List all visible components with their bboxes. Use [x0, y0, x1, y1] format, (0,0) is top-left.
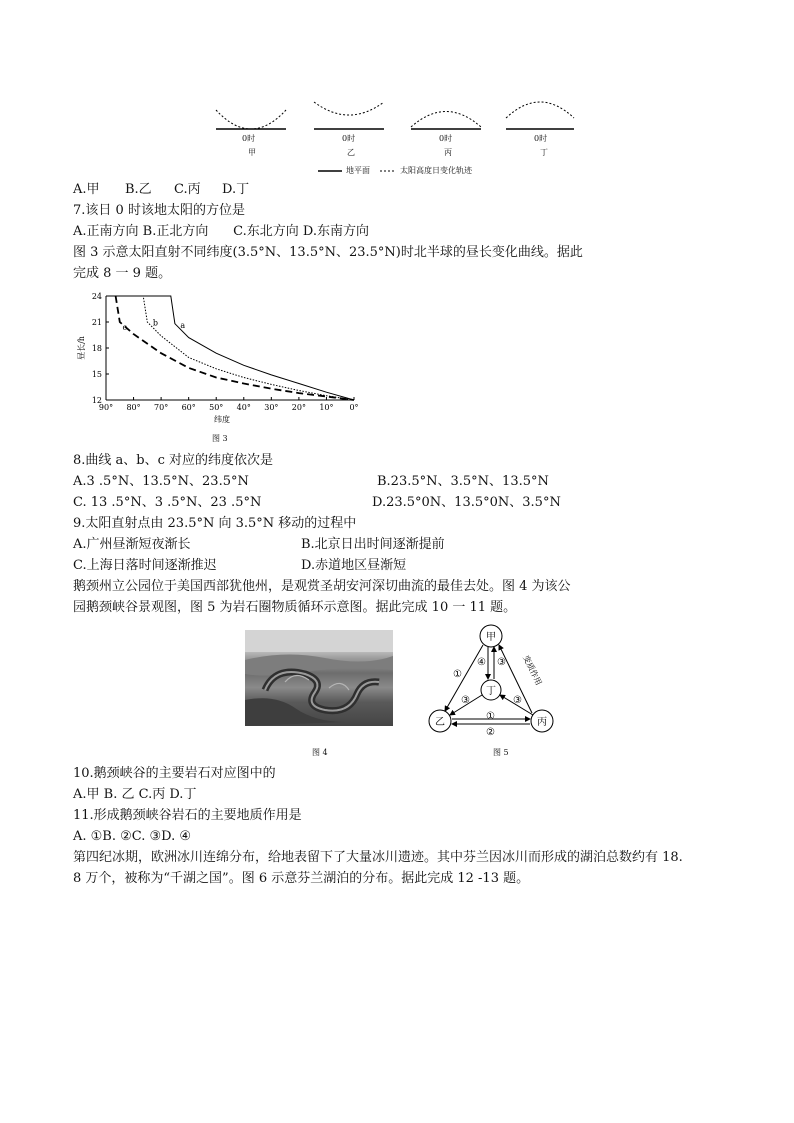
- curve-label-a: a: [180, 321, 186, 331]
- panel-ding: [506, 102, 574, 129]
- panel-yi-zero: 0时: [342, 134, 356, 143]
- edge-label-3-left: ③: [461, 695, 470, 706]
- x-tick-label: 60°: [181, 403, 196, 412]
- q11-options: A. ①B. ②C. ③D. ④: [73, 829, 192, 844]
- panel-ding-label: 丁: [540, 148, 548, 157]
- edge-label-3-top: ③: [497, 657, 506, 668]
- q9-option-b: B.北京日出时间逐渐提前: [301, 537, 445, 552]
- q8-option-a: A.3 .5°N、13.5°N、23.5°N: [73, 474, 249, 489]
- q9-option-d: D.赤道地区昼渐短: [301, 558, 407, 573]
- panel-bing-zero: 0时: [439, 134, 453, 143]
- y-axis-label: 昼长/h: [77, 336, 86, 360]
- q10-options: A.甲 B. 乙 C.丙 D.丁: [73, 787, 197, 802]
- node-ding-label: 丁: [486, 686, 496, 697]
- x-tick-label: 70°: [154, 403, 169, 412]
- panel-bing: [411, 112, 481, 130]
- intro-fig3-line1: 图 3 示意太阳直射不同纬度(3.5°N、13.5°N、23.5°N)时北半球的昼长变化曲线。据此: [73, 245, 583, 260]
- q6-option-d: D.丁: [222, 182, 250, 197]
- gooseneck-canyon-photo: [245, 630, 393, 726]
- y-tick-label: 18: [91, 344, 102, 353]
- q6-option-b: B.乙: [125, 182, 152, 197]
- panel-ding-zero: 0时: [534, 134, 548, 143]
- legend-ground: 地平面: [346, 166, 370, 175]
- curve-label-b: b: [152, 318, 158, 328]
- q8-option-b: B.23.5°N、3.5°N、13.5°N: [377, 474, 549, 489]
- q6-option-a: A.甲: [73, 182, 100, 197]
- q11-stem: 11.形成鹅颈峡谷岩石的主要地质作用是: [73, 808, 302, 823]
- q9-option-c: C.上海日落时间逐渐推迟: [73, 558, 217, 573]
- q8-option-c: C. 13 .5°N、3 .5°N、23 .5°N: [73, 495, 262, 510]
- y-tick-label: 24: [91, 292, 102, 301]
- fig5-caption: 图 5: [493, 748, 509, 757]
- panel-yi-label: 乙: [347, 148, 355, 157]
- panel-jia-label: 甲: [248, 148, 256, 157]
- edge-label-1-bottom: ①: [486, 711, 495, 722]
- q8-stem: 8.曲线 a、b、c 对应的纬度依次是: [73, 453, 274, 468]
- q7-stem: 7.该日 0 时该地太阳的方位是: [73, 203, 245, 218]
- x-tick-label: 20°: [291, 403, 306, 412]
- q9-stem: 9.太阳直射点由 23.5°N 向 3.5°N 移动的过程中: [73, 516, 357, 531]
- x-tick-label: 80°: [126, 403, 141, 412]
- curve-c: [116, 296, 354, 400]
- y-tick-label: 21: [91, 318, 102, 327]
- edge-label-2: ②: [486, 727, 495, 738]
- y-tick-label: 15: [91, 370, 102, 379]
- panel-jia-zero: 0时: [242, 134, 256, 143]
- intro-fig6-line2: 8 万个，被称为“千湖之国”。图 6 示意芬兰湖泊的分布。据此完成 12 -13 题。: [73, 871, 530, 886]
- panel-jia: [216, 110, 286, 129]
- curve-a: [106, 296, 354, 400]
- q8-option-d: D.23.5°0N、13.5°0N、3.5°N: [372, 495, 561, 510]
- q6-option-c: C.丙: [174, 182, 201, 197]
- rock-cycle-diagram: [425, 623, 565, 739]
- intro-fig4-line2: 园鹅颈峡谷景观图，图 5 为岩石圈物质循环示意图。据此完成 10 一 11 题。: [73, 600, 517, 615]
- panel-bing-label: 丙: [444, 148, 452, 157]
- y-tick-label: 12: [91, 396, 102, 405]
- q10-stem: 10.鹅颈峡谷的主要岩石对应图中的: [73, 766, 276, 781]
- edge-label-4: ④: [477, 657, 486, 668]
- panel-yi: [314, 102, 384, 129]
- curve-b: [106, 296, 354, 400]
- legend-track: 太阳高度日变化轨迹: [400, 166, 472, 175]
- metamorphism-label: 变质作用: [521, 653, 544, 687]
- edge-label-1-left: ①: [453, 669, 462, 680]
- edge-label-3-right: ③: [513, 695, 522, 706]
- q7-options: A.正南方向 B.正北方向 C.东北方向 D.东南方向: [73, 224, 369, 239]
- x-axis-label: 纬度: [214, 415, 230, 424]
- intro-fig3-line2: 完成 8 一 9 题。: [73, 266, 172, 281]
- node-bing-label: 丙: [537, 717, 547, 728]
- intro-fig4-line1: 鹅颈州立公园位于美国西部犹他州，是观赏圣胡安河深切曲流的最佳去处。图 4 为该公: [73, 579, 571, 594]
- node-jia-label: 甲: [486, 632, 496, 643]
- fig4-caption: 图 4: [312, 748, 328, 757]
- node-yi-label: 乙: [435, 717, 445, 728]
- daylength-chart: [76, 288, 376, 446]
- x-tick-label: 30°: [264, 403, 279, 412]
- x-tick-label: 40°: [236, 403, 251, 412]
- curve-label-c: c: [122, 322, 128, 332]
- x-tick-label: 50°: [209, 403, 224, 412]
- x-tick-label: 0°: [349, 403, 359, 412]
- chart-title: 图 3: [212, 434, 228, 443]
- x-tick-label: 10°: [319, 403, 334, 412]
- x-tick-label: 90°: [98, 403, 114, 412]
- intro-fig6-line1: 第四纪冰期，欧洲冰川连绵分布，给地表留下了大量冰川遗迹。其中芬兰因冰川而形成的湖泊总数约有 18.: [73, 850, 683, 865]
- q9-option-a: A.广州昼渐短夜渐长: [73, 537, 191, 552]
